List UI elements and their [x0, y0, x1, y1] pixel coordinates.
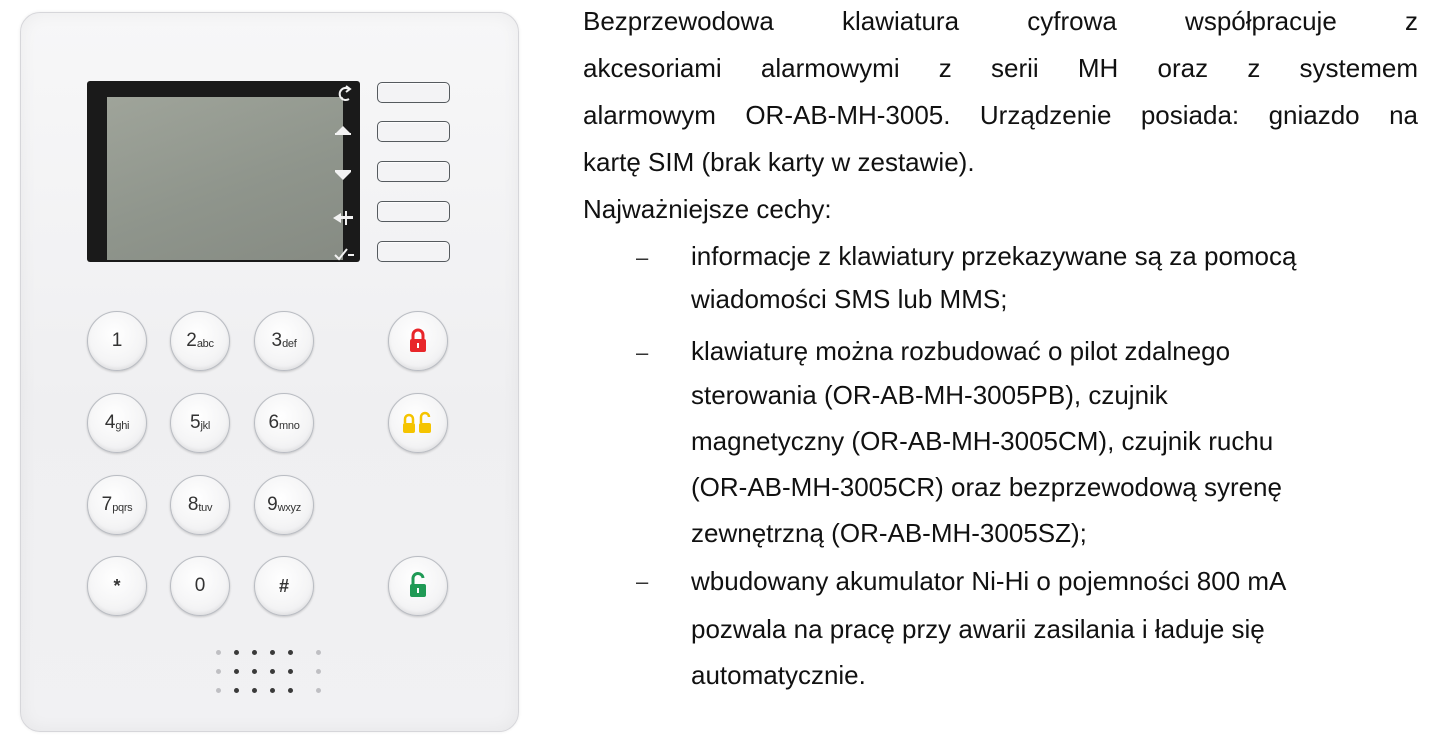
key-7[interactable] [87, 475, 147, 535]
bullet-line: automatycznie. [691, 660, 866, 690]
bullet-line: sterowania (OR-AB-MH-3005PB), czujnik [691, 380, 1168, 410]
key-1[interactable] [87, 311, 147, 371]
key-digit: 2 [186, 330, 197, 351]
bullet-line: magnetyczny (OR-AB-MH-3005CM), czujnik ruchu [691, 426, 1274, 456]
key-2[interactable] [170, 311, 230, 371]
bullet-line: klawiaturę można rozbudować o pilot zdalnego [691, 336, 1231, 366]
bullet-line: (OR-AB-MH-3005CR) oraz bezprzewodową syrenę [691, 472, 1282, 502]
bullet-dash: – [636, 245, 649, 270]
key-letters: abc [196, 337, 214, 350]
key-digit: 5 [189, 412, 201, 433]
key-6[interactable] [254, 393, 314, 453]
partial-lock-icon [400, 409, 436, 437]
function-button-1[interactable] [377, 82, 450, 103]
key-digit: 1 [111, 330, 123, 351]
key-digit: 0 [194, 575, 206, 596]
key-digit: 3 [271, 330, 283, 351]
bullet-dash: – [636, 569, 649, 594]
key-5[interactable] [170, 393, 230, 453]
function-button-4[interactable] [377, 201, 450, 222]
down-arrow-icon [335, 170, 351, 180]
features-heading: Najważniejsze cechy: [583, 194, 832, 224]
intro-line: alarmowym OR-AB-MH-3005. Urządzenie posiada: gniazdo na [583, 100, 1418, 130]
disarm-button[interactable] [388, 556, 448, 616]
bullet-line: informacje z klawiatury przekazywane są za pomocą [691, 241, 1297, 271]
key-3[interactable] [254, 311, 314, 371]
key-hash[interactable] [254, 556, 314, 616]
key-letters: mno [279, 419, 300, 432]
key-star[interactable] [87, 556, 147, 616]
partial-arm-button[interactable] [388, 393, 448, 453]
lcd-screen [107, 97, 343, 260]
key-letters: jkl [200, 419, 211, 432]
key-9[interactable] [254, 475, 314, 535]
bullet-line: zewnętrzną (OR-AB-MH-3005SZ); [691, 518, 1087, 548]
key-digit: 8 [187, 494, 199, 515]
confirm-icon [335, 249, 354, 259]
key-digit: # [278, 575, 289, 596]
intro-line: Bezprzewodowa klawiatura cyfrowa współpracuje z [583, 6, 1418, 36]
key-digit: 6 [268, 412, 280, 433]
key-letters: wxyz [277, 501, 301, 514]
key-letters: ghi [115, 419, 130, 432]
function-button-5[interactable] [377, 241, 450, 262]
back-arrow-icon [333, 211, 353, 225]
lock-closed-icon [405, 326, 431, 356]
key-letters: tuv [198, 501, 213, 514]
bullet-line: pozwala na pracę przy awarii zasilania i ładuje się [691, 614, 1265, 644]
function-button-3[interactable] [377, 161, 450, 182]
key-digit: 7 [101, 494, 113, 515]
intro-line: kartę SIM (brak karty w zestawie). [583, 147, 975, 177]
key-letters: def [282, 337, 297, 350]
key-0[interactable] [170, 556, 230, 616]
intro-line: akcesoriami alarmowymi z serii MH oraz z systemem [583, 53, 1418, 83]
key-digit: * [113, 575, 121, 596]
key-digit: 4 [104, 412, 116, 433]
arm-button[interactable] [388, 311, 448, 371]
key-8[interactable] [170, 475, 230, 535]
key-4[interactable] [87, 393, 147, 453]
key-digit: 9 [267, 494, 278, 515]
return-icon [340, 86, 350, 100]
lcd-symbols [329, 83, 357, 263]
key-letters: pqrs [112, 501, 133, 514]
bullet-line: wbudowany akumulator Ni-Hi o pojemności 800 mA [691, 566, 1287, 596]
up-arrow-icon [335, 126, 351, 135]
lock-open-icon [405, 571, 431, 601]
keypad-device [20, 12, 519, 732]
bullet-dash: – [636, 340, 649, 365]
function-button-2[interactable] [377, 121, 450, 142]
bullet-line: wiadomości SMS lub MMS; [691, 284, 1008, 314]
